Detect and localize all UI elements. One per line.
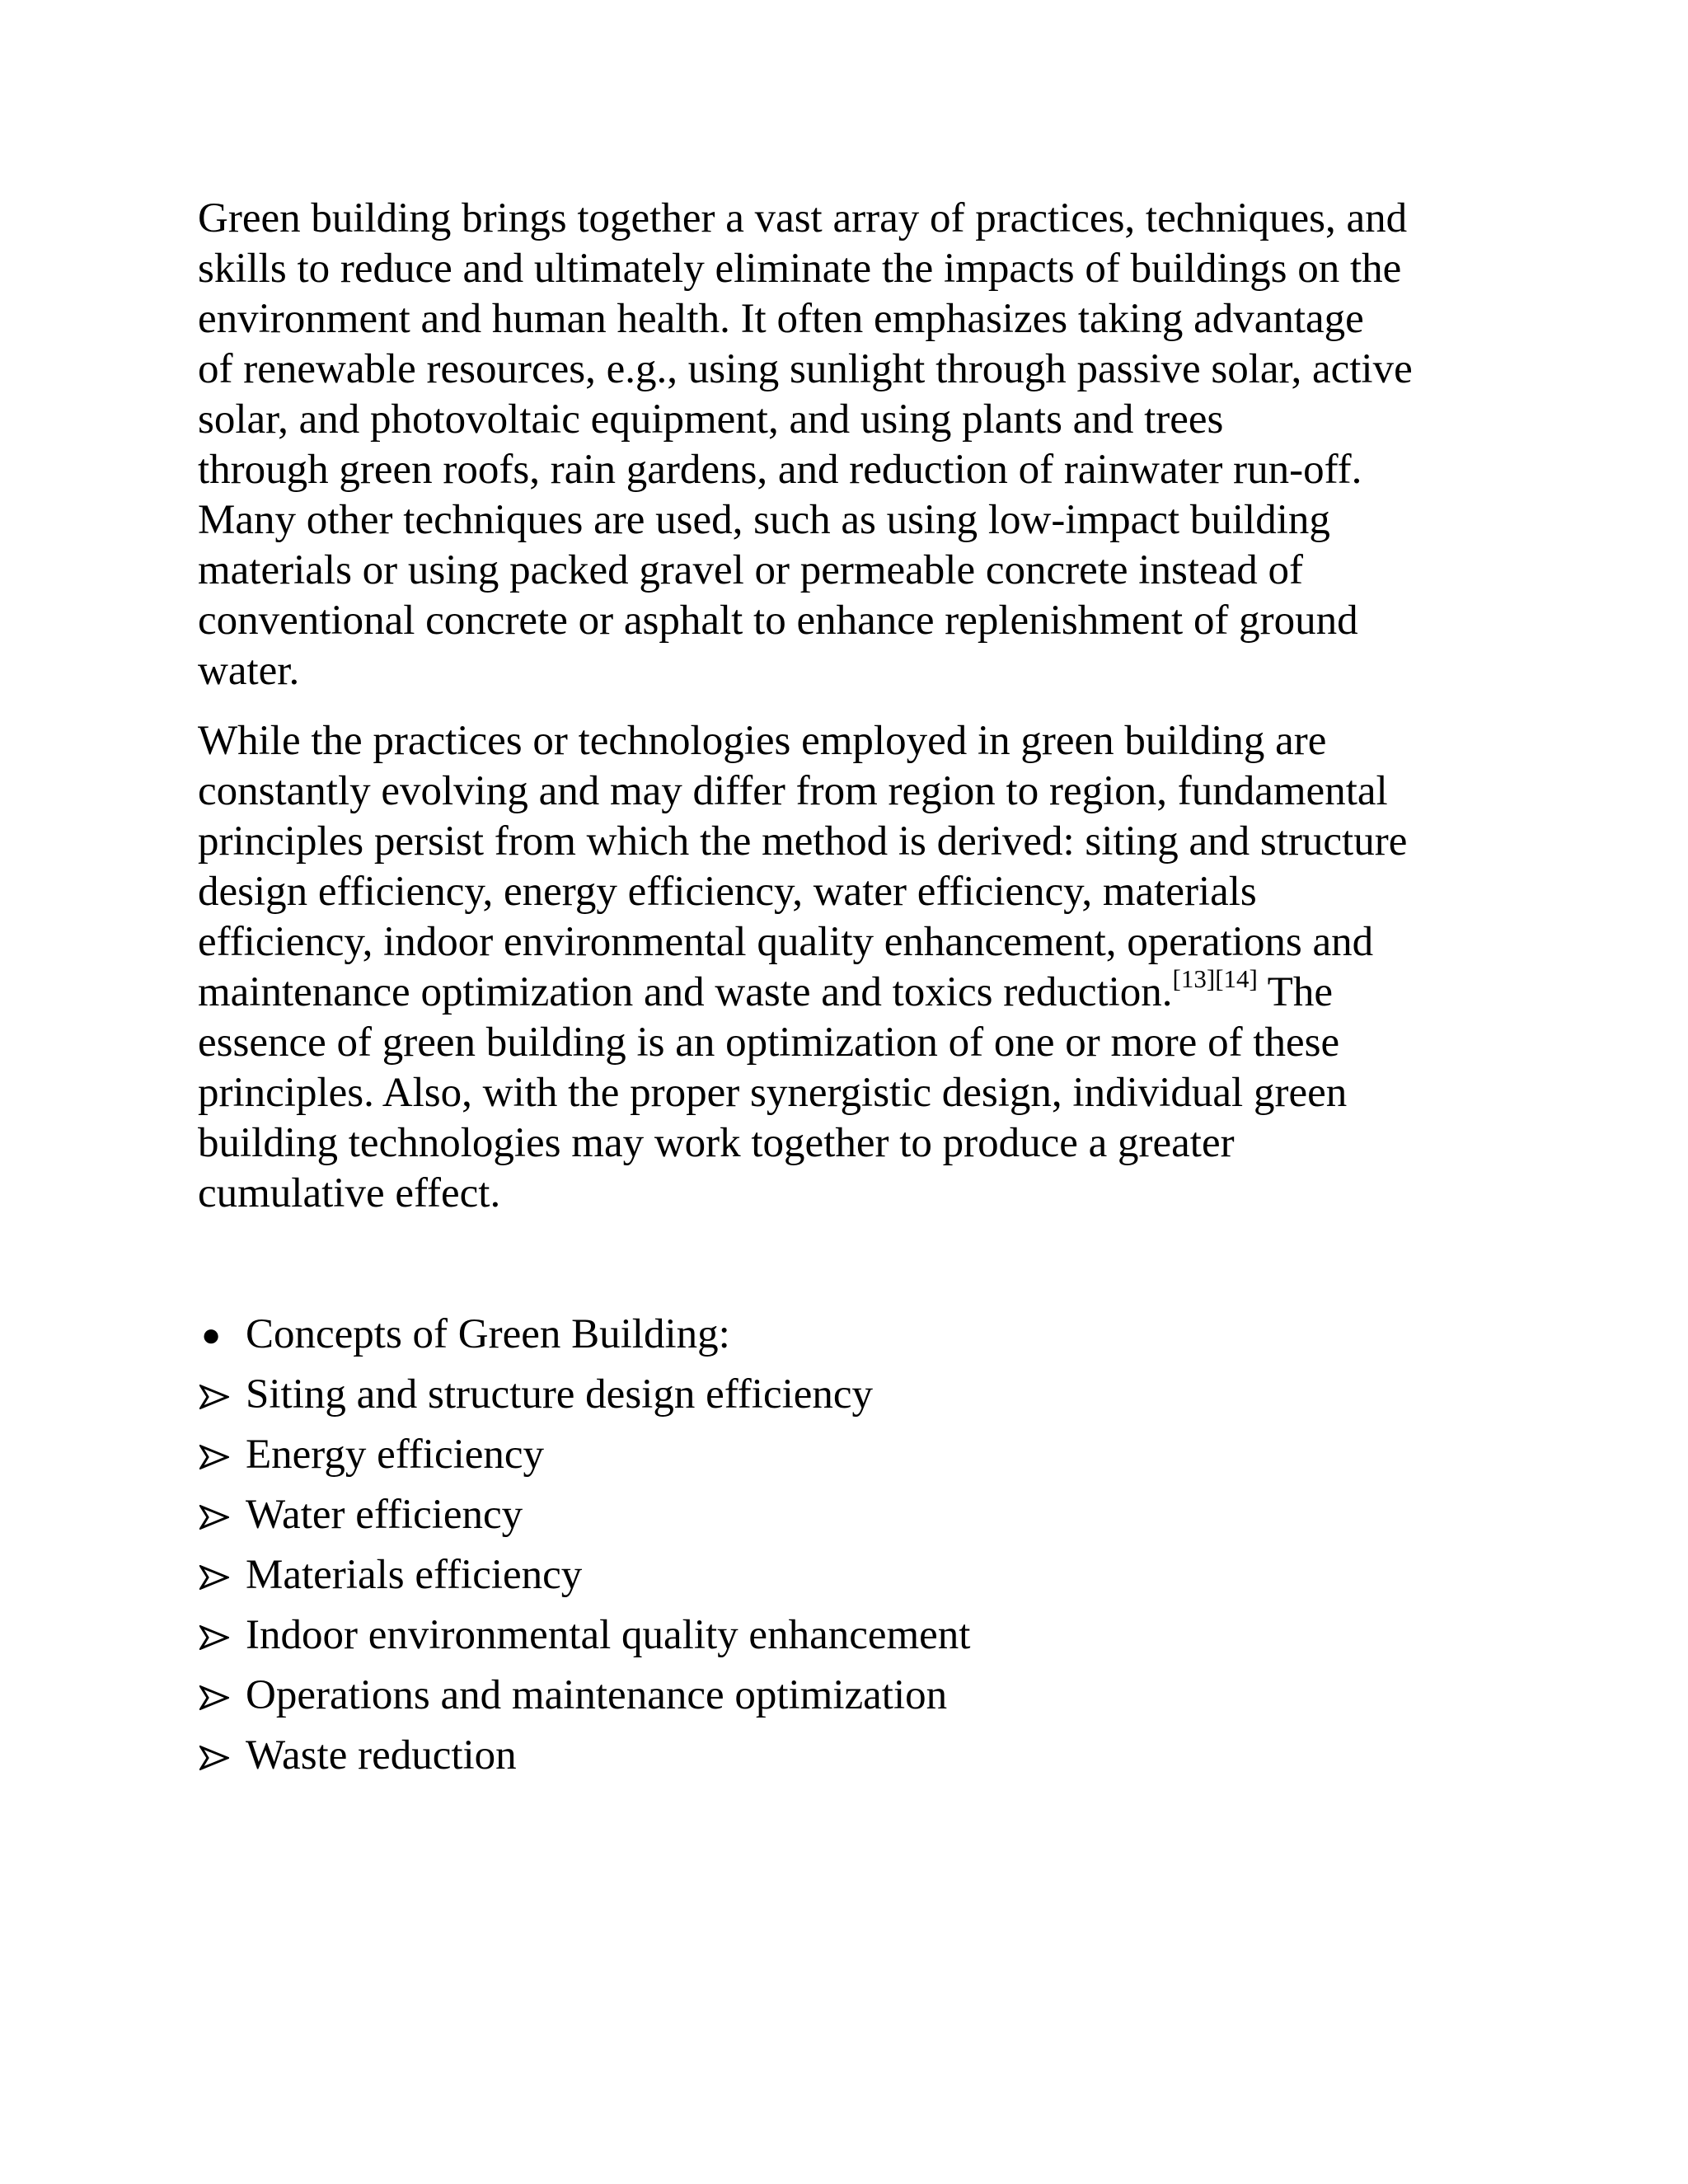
paragraph-line: essence of green building is an optimization of one or more of these <box>198 1019 1340 1066</box>
line-text: maintenance optimization and waste and toxics reduction. <box>198 969 1173 1015</box>
paragraph-line: of renewable resources, e.g., using sunlight through passive solar, active <box>198 346 1413 392</box>
paragraph-line-with-reference <box>198 964 1407 1018</box>
paragraph-line: cumulative effect. <box>198 1170 501 1216</box>
paragraph-line: constantly evolving and may differ from region to region, fundamental <box>198 768 1388 814</box>
paragraph-intro <box>198 194 1413 696</box>
paragraph-line: Many other techniques are used, such as using low-impact building <box>198 497 1330 543</box>
paragraph-principles <box>198 716 1407 1219</box>
list-item-text: Siting and structure design efficiency <box>246 1371 874 1418</box>
list-item-text: Operations and maintenance optimization <box>246 1672 948 1718</box>
paragraph-line: solar, and photovoltaic equipment, and using plants and trees <box>198 396 1224 443</box>
list-heading-text: Concepts of Green Building: <box>246 1311 730 1357</box>
list-item-text: Energy efficiency <box>246 1432 545 1478</box>
paragraph-line: Green building brings together a vast array of practices, techniques, and <box>198 195 1408 241</box>
paragraph-line: efficiency, indoor environmental quality enhancement, operations and <box>198 919 1374 965</box>
paragraph-line: skills to reduce and ultimately eliminate the impacts of buildings on the <box>198 246 1402 292</box>
paragraph-line: principles. Also, with the proper synergistic design, individual green <box>198 1070 1348 1116</box>
citation-reference[interactable]: [13][14] <box>1172 964 1258 993</box>
paragraph-line: principles persist from which the method is derived: siting and structure <box>198 818 1408 865</box>
paragraph-line: water. <box>198 648 300 694</box>
bullet-icon: ● <box>201 1316 222 1353</box>
paragraph-line: materials or using packed gravel or permeable concrete instead of <box>198 547 1303 593</box>
list-item-text: Water efficiency <box>246 1492 523 1538</box>
paragraph-line: design efficiency, energy efficiency, water efficiency, materials <box>198 869 1257 915</box>
paragraph-line: building technologies may work together to produce a greater <box>198 1120 1235 1166</box>
paragraph-line: environment and human health. It often emphasizes taking advantage <box>198 296 1364 342</box>
line-text: The <box>1257 969 1333 1015</box>
list-item-text: Indoor environmental quality enhancement <box>246 1612 971 1658</box>
paragraph-line: While the practices or technologies employed in green building are <box>198 718 1327 764</box>
paragraph-line: through green roofs, rain gardens, and reduction of rainwater run-off. <box>198 447 1362 493</box>
list-item-text: Waste reduction <box>246 1732 517 1779</box>
list-item-text: Materials efficiency <box>246 1552 583 1598</box>
paragraph-line: conventional concrete or asphalt to enhance replenishment of ground <box>198 598 1358 644</box>
